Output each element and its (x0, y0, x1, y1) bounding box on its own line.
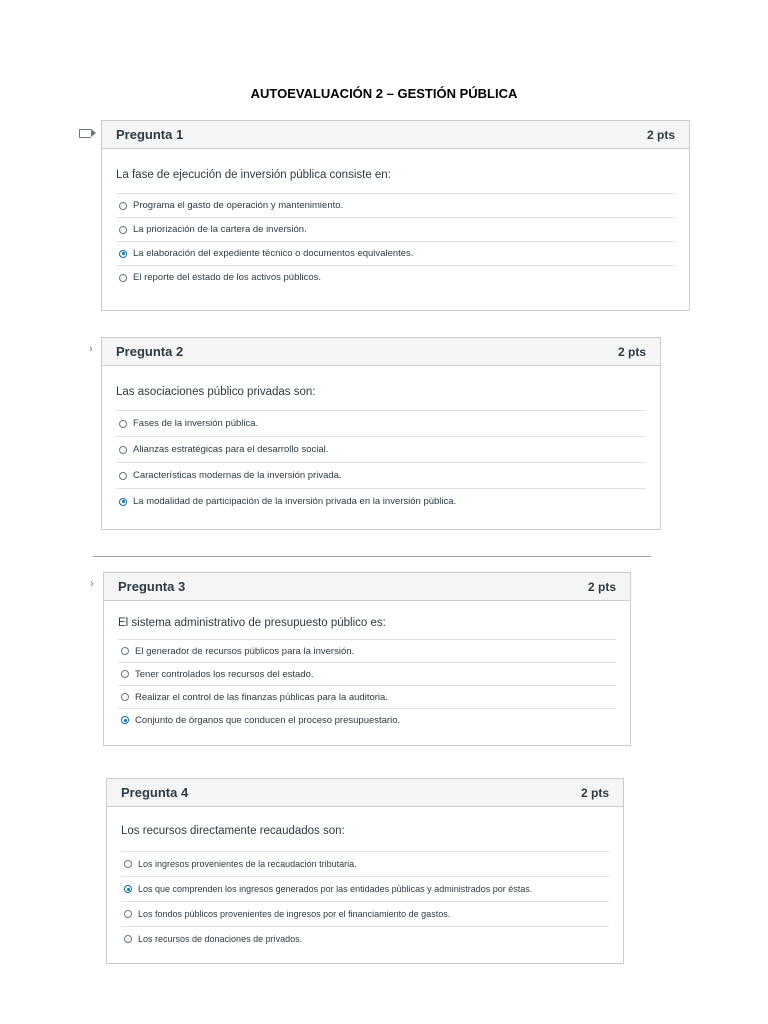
answer-label: Conjunto de órganos que conducen el proceso presupuestario. (135, 714, 401, 726)
answer-label: La elaboración del expediente técnico o documentos equivalentes. (133, 248, 414, 259)
answer-option[interactable] (116, 265, 675, 289)
question-title: Pregunta 3 (118, 579, 186, 594)
chevron-right-icon[interactable]: › (90, 578, 94, 590)
answer-option[interactable] (121, 901, 609, 926)
answer-list (116, 410, 646, 514)
answer-label: Realizar el control de las finanzas públicas para la auditoria. (135, 691, 388, 703)
question-header (102, 121, 689, 149)
radio-button-selected[interactable] (119, 250, 127, 258)
answer-label: La priorización de la cartera de inversión. (133, 224, 307, 235)
answer-label: El reporte del estado de los activos públicos. (133, 272, 321, 283)
radio-button[interactable] (119, 472, 127, 480)
answer-option[interactable] (118, 685, 616, 708)
question-header (102, 338, 660, 366)
answer-option[interactable] (116, 241, 675, 265)
answer-list (116, 193, 675, 289)
question-points: 2 pts (587, 579, 616, 594)
question-title: Pregunta 2 (116, 344, 184, 359)
answer-option[interactable] (118, 708, 616, 731)
answer-option[interactable] (118, 639, 616, 662)
answer-label: Los que comprenden los ingresos generados por las entidades públicas y administrados por éstas. (138, 884, 533, 894)
question-text: La fase de ejecución de inversión pública consiste en: (116, 169, 391, 181)
divider (93, 556, 651, 557)
question-points: 2 pts (580, 785, 609, 800)
question-points: 2 pts (617, 344, 646, 359)
question-card-1 (101, 120, 690, 311)
radio-button-selected[interactable] (119, 498, 127, 506)
answer-option[interactable] (116, 217, 675, 241)
radio-button[interactable] (121, 670, 129, 678)
radio-button[interactable] (119, 446, 127, 454)
flag-icon[interactable] (79, 129, 91, 138)
answer-option[interactable] (116, 436, 646, 462)
radio-button[interactable] (119, 202, 127, 210)
answer-label: Programa el gasto de operación y mantenimiento. (133, 200, 344, 211)
question-card-3 (103, 572, 631, 746)
radio-button[interactable] (119, 226, 127, 234)
answer-option[interactable] (121, 926, 609, 951)
answer-option[interactable] (118, 662, 616, 685)
answer-label: Características modernas de la inversión privada. (133, 470, 342, 481)
question-text: Las asociaciones público privadas son: (116, 386, 316, 398)
radio-button-selected[interactable] (121, 716, 129, 724)
answer-label: Alianzas estratégicas para el desarrollo social. (133, 444, 329, 455)
radio-button[interactable] (124, 910, 132, 918)
answer-label: La modalidad de participación de la inversión privada en la inversión pública. (133, 496, 457, 507)
radio-button[interactable] (121, 647, 129, 655)
radio-button[interactable] (119, 420, 127, 428)
question-text: Los recursos directamente recaudados son: (121, 825, 345, 837)
answer-option[interactable] (116, 488, 646, 514)
answer-label: El generador de recursos públicos para la inversión. (135, 645, 355, 657)
answer-list (121, 851, 609, 951)
answer-label: Fases de la inversión pública. (133, 418, 259, 429)
radio-button[interactable] (124, 860, 132, 868)
radio-button-selected[interactable] (124, 885, 132, 893)
answer-label: Los fondos públicos provenientes de ingresos por el financiamiento de gastos. (138, 909, 451, 919)
question-card-2 (101, 337, 661, 530)
radio-button[interactable] (124, 935, 132, 943)
answer-option[interactable] (116, 193, 675, 217)
answer-option[interactable] (121, 876, 609, 901)
answer-label: Los ingresos provenientes de la recaudación tributaria. (138, 859, 357, 869)
answer-option[interactable] (121, 851, 609, 876)
question-points: 2 pts (646, 127, 675, 142)
chevron-right-icon[interactable]: › (89, 343, 93, 355)
question-title: Pregunta 4 (121, 785, 189, 800)
answer-label: Los recursos de donaciones de privados. (138, 934, 303, 944)
radio-button[interactable] (121, 693, 129, 701)
question-text: El sistema administrativo de presupuesto público es: (118, 617, 386, 629)
question-header (104, 573, 630, 601)
answer-list (118, 639, 616, 731)
question-title: Pregunta 1 (116, 127, 184, 142)
radio-button[interactable] (119, 274, 127, 282)
question-card-4 (106, 778, 624, 964)
answer-option[interactable] (116, 462, 646, 488)
document-title: AUTOEVALUACIÓN 2 – GESTIÓN PÚBLICA (250, 86, 518, 101)
question-header (107, 779, 623, 807)
answer-label: Tener controlados los recursos del estado. (135, 668, 314, 680)
answer-option[interactable] (116, 410, 646, 436)
